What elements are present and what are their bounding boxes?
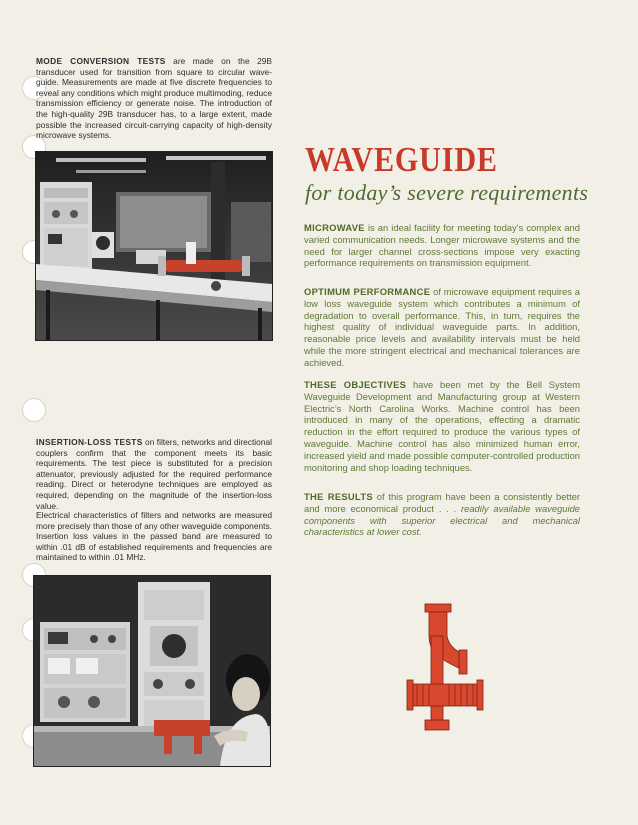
results-body: of this program have been a consistently better and more economical product . . . [304,491,581,514]
mode-conversion-lead: MODE CONVERSION TESTS [36,56,166,66]
results-lead: THE RESULTS [304,491,373,502]
insertion-loss-lead: INSERTION-LOSS TESTS [36,437,143,447]
microwave-lead: MICROWAVE [304,222,365,233]
optimum-performance-paragraph [304,286,580,369]
page-subtitle: for today’s severe requirements [305,180,589,205]
electrical-characteristics-paragraph [36,510,272,563]
objectives-body: have been met by the Bell System Waveguide Development and Manufacturing group at Western Electric’s North Carolina Works. Machine control has been introduced in many of the operations, effecting a dramatic reduction in the effort required to produce the various types of waveguide. Machine control has also minimized human error, increased yield and made possible computer-controlled production monitoring and shop loading techniques. [304,379,580,473]
microwave-body: is an ideal facility for meeting today’s complex and varied communication needs. Longer microwave systems and the need for larger channel cross-sections impose very exacting performance requirements on transmission equipment. [304,222,580,269]
results-body-emphasis: readily available waveguide components with superior electrical and mechanical characteristics at lower cost. [304,502,581,538]
test-equipment-photo [33,575,271,767]
optimum-performance-lead: OPTIMUM PERFORMANCE [304,286,431,297]
test-equipment-illustration [34,576,270,766]
optimum-performance-body: of microwave equipment requires a low loss waveguide system which contributes a minimum of degradation to overall performance. This, in turn, requires the highest quality of individual waveguide parts. In addition, reasonable price levels and availability intervals must be held while the more stringent electrical and mechanical tolerances are achieved. [304,286,581,368]
waveguide-component-graphic [405,602,485,736]
microwave-paragraph [304,222,580,269]
electrical-characteristics-body: Electrical characteristics of filters and networks are measured more precisely than those of any other waveguide components. Insertion loss values in the passed band are measured to within .01 dB of established requirements and frequencies are maintained to within .01 MHz. [36,510,272,563]
insertion-loss-paragraph [36,437,272,511]
objectives-paragraph [304,379,580,473]
lab-bench-photo [35,151,273,341]
insertion-loss-body: on filters, networks and directional couplers confirm that the component meets its basic requirements. The test piece is substituted for a precision attenuator, previously adjusted for the required performance reading. Direct or heterodyne techniques are employed as required, depending on the magnitude of the insertion-loss value. [36,437,273,511]
mode-conversion-body: are made on the 29B transducer used for transition from square to circular wave-guide. Measurements are made at five discrete frequencies to reveal any conditions which might produce multimoding, reduce transmission efficiency or generate noise. The introduction of the high-quality 29B transducer has, to a large extent, made possible the increased circuit-carrying capacity of high-density microwave systems. [36,56,273,141]
results-paragraph [304,491,580,538]
objectives-lead: THESE OBJECTIVES [304,379,407,390]
page-title: WAVEGUIDE [305,140,498,179]
binder-hole [22,398,46,422]
lab-bench-illustration [36,152,272,340]
mode-conversion-paragraph [36,56,272,141]
